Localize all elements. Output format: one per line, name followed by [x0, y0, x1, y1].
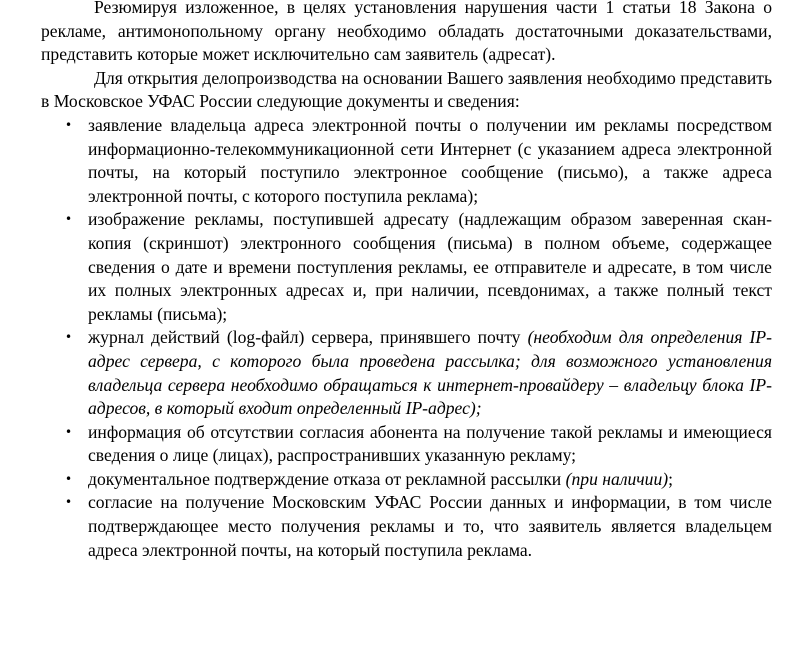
- item-note-italic: (необходим для определения IP-адрес сервера, с которого была проведена рассылка; для возможного установления владельца сервера необходимо обращаться к интернет-провайдеру – владельцу блока IP-адресов, в который входит определенный IP-адрес);: [88, 327, 772, 419]
- item-text-tail: ;: [668, 468, 674, 489]
- document-body: [41, 0, 772, 562]
- list-item-text: [88, 468, 772, 492]
- bullet-icon: •: [65, 117, 73, 132]
- bullet-icon: •: [65, 495, 73, 510]
- paragraph-summary: Резюмируя изложенное, в целях установления нарушения части 1 статьи 18 Закона о рекламе, антимонопольному органу необходимо обладать достаточными доказательствами, представить которые может исключительно сам заявитель (адресат).: [41, 0, 772, 65]
- list-item: [41, 421, 772, 468]
- list-item: [41, 326, 772, 420]
- item-text-main: согласие на получение Московским УФАС России данных и информации, в том числе подтверждающее место получения рекламы и то, что заявитель является владельцем адреса электронной почты, на который поступила реклама.: [88, 492, 772, 560]
- item-text-main: изображение рекламы, поступившей адресату (надлежащим образом заверенная скан-копия (скриншот) электронного сообщения (письма) в полном объеме, содержащее сведения о дате и времени поступления рекламы, ее отправителе и адресате, в том числе их полных электронных адресах и, при наличии, псевдонимах, а также полный текст рекламы (письма);: [88, 209, 772, 324]
- item-text-main: журнал действий (log-файл) сервера, принявшего почту: [88, 327, 528, 348]
- list-item-text: [88, 491, 772, 562]
- list-item-text: [88, 421, 772, 468]
- bullet-icon: •: [65, 330, 73, 345]
- item-note-italic: (при наличии): [565, 468, 669, 489]
- item-text-main: документальное подтверждение отказа от рекламной рассылки: [88, 468, 566, 489]
- list-item: [41, 208, 772, 326]
- list-item-text: [88, 114, 772, 208]
- bullet-icon: •: [65, 471, 73, 486]
- item-text-main: информация об отсутствии согласия абонента на получение такой рекламы и имеющиеся сведения о лице (лицах), распространивших указанную рекламу;: [88, 421, 772, 466]
- item-text-main: заявление владельца адреса электронной почты о получении им рекламы посредством информационно-телекоммуникационной сети Интернет (с указанием адреса электронной почты, на который поступило электронное сообщение (письмо), а также адреса электронной почты, с которого поступила реклама);: [88, 114, 772, 206]
- bullet-icon: •: [65, 424, 73, 439]
- documents-list: [41, 114, 772, 562]
- list-item: [41, 491, 772, 562]
- list-item-text: [88, 326, 772, 420]
- list-item-text: [88, 208, 772, 326]
- bullet-icon: •: [65, 212, 73, 227]
- list-item: [41, 114, 772, 208]
- list-item: [41, 468, 772, 492]
- paragraph-requirements: Для открытия делопроизводства на основании Вашего заявления необходимо представить в Московское УФАС России следующие документы и сведения:: [41, 67, 772, 112]
